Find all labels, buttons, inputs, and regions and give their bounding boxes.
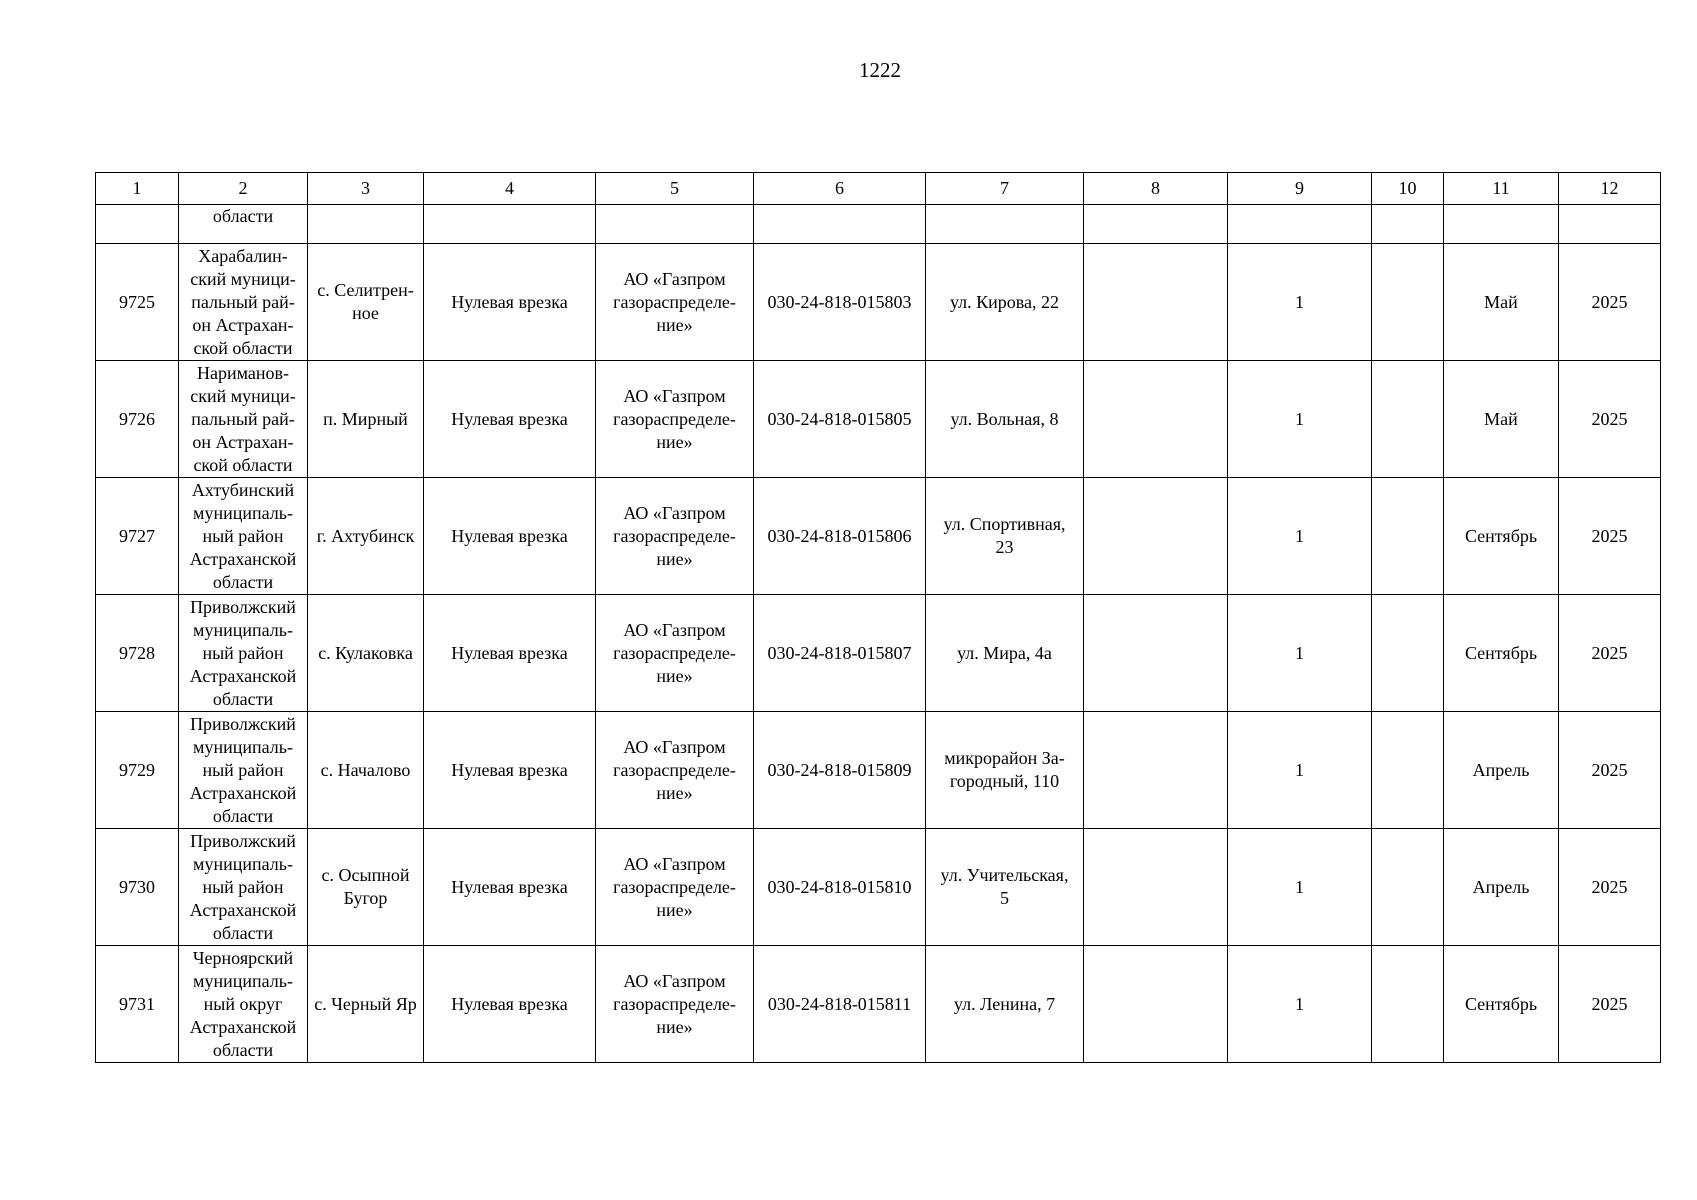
column-8-cell	[1084, 244, 1228, 361]
year-cell: 2025	[1559, 595, 1661, 712]
column-number-cell: 8	[1084, 173, 1228, 205]
column-number-cell: 11	[1444, 173, 1559, 205]
table-row	[96, 946, 1661, 1063]
column-10-cell	[1372, 595, 1444, 712]
quantity-cell: 1	[1228, 244, 1372, 361]
cell-empty	[1559, 205, 1661, 244]
district-cell: Ахтубинский муниципаль- ный район Астраханской области	[179, 478, 308, 595]
page-number: 1222	[859, 58, 901, 82]
row-number-cell: 9729	[96, 712, 179, 829]
settlement-cell: с. Осыпной Бугор	[308, 829, 424, 946]
organization-cell: АО «Газпром газораспределе- ние»	[596, 244, 754, 361]
work-type-cell: Нулевая врезка	[424, 478, 596, 595]
address-cell: ул. Спортивная, 23	[926, 478, 1084, 595]
month-cell: Май	[1444, 244, 1559, 361]
row-number-cell: 9728	[96, 595, 179, 712]
continuation-district-cell: области	[179, 205, 308, 244]
column-number-cell: 1	[96, 173, 179, 205]
work-type-cell: Нулевая врезка	[424, 829, 596, 946]
address-cell: ул. Ленина, 7	[926, 946, 1084, 1063]
table-row	[96, 595, 1661, 712]
settlement-cell: г. Ахтубинск	[308, 478, 424, 595]
address-cell: микрорайон За- городный, 110	[926, 712, 1084, 829]
settlement-cell: с. Кулаковка	[308, 595, 424, 712]
year-cell: 2025	[1559, 946, 1661, 1063]
table-row	[96, 361, 1661, 478]
cell-empty	[96, 205, 179, 244]
column-10-cell	[1372, 244, 1444, 361]
cell-empty	[596, 205, 754, 244]
district-cell: Приволжский муниципаль- ный район Астраханской области	[179, 829, 308, 946]
column-10-cell	[1372, 712, 1444, 829]
continuation-row	[96, 205, 1661, 244]
table-row	[96, 244, 1661, 361]
quantity-cell: 1	[1228, 595, 1372, 712]
address-cell: ул. Мира, 4а	[926, 595, 1084, 712]
column-10-cell	[1372, 829, 1444, 946]
address-cell: ул. Вольная, 8	[926, 361, 1084, 478]
column-number-cell: 9	[1228, 173, 1372, 205]
quantity-cell: 1	[1228, 712, 1372, 829]
year-cell: 2025	[1559, 829, 1661, 946]
settlement-cell: с. Черный Яр	[308, 946, 424, 1063]
object-code-cell: 030-24-818-015803	[754, 244, 926, 361]
column-number-cell: 7	[926, 173, 1084, 205]
cell-empty	[1444, 205, 1559, 244]
work-type-cell: Нулевая врезка	[424, 595, 596, 712]
column-10-cell	[1372, 361, 1444, 478]
object-code-cell: 030-24-818-015810	[754, 829, 926, 946]
row-number-cell: 9727	[96, 478, 179, 595]
organization-cell: АО «Газпром газораспределе- ние»	[596, 478, 754, 595]
column-number-row	[96, 173, 1661, 205]
cell-empty	[424, 205, 596, 244]
work-type-cell: Нулевая врезка	[424, 712, 596, 829]
column-number-cell: 4	[424, 173, 596, 205]
district-cell: Черноярский муниципаль- ный округ Астраханской области	[179, 946, 308, 1063]
district-cell: Приволжский муниципаль- ный район Астраханской области	[179, 712, 308, 829]
column-number-cell: 3	[308, 173, 424, 205]
work-type-cell: Нулевая врезка	[424, 946, 596, 1063]
row-number-cell: 9730	[96, 829, 179, 946]
column-number-cell: 5	[596, 173, 754, 205]
cell-empty	[926, 205, 1084, 244]
column-number-cell: 2	[179, 173, 308, 205]
object-code-cell: 030-24-818-015805	[754, 361, 926, 478]
column-number-cell: 10	[1372, 173, 1444, 205]
organization-cell: АО «Газпром газораспределе- ние»	[596, 712, 754, 829]
quantity-cell: 1	[1228, 946, 1372, 1063]
address-cell: ул. Кирова, 22	[926, 244, 1084, 361]
year-cell: 2025	[1559, 478, 1661, 595]
column-8-cell	[1084, 712, 1228, 829]
cell-empty	[1228, 205, 1372, 244]
column-number-cell: 6	[754, 173, 926, 205]
registry-table	[95, 172, 1661, 1063]
row-number-cell: 9726	[96, 361, 179, 478]
organization-cell: АО «Газпром газораспределе- ние»	[596, 595, 754, 712]
district-cell: Нариманов- ский муници- пальный рай- он Астрахан- ской области	[179, 361, 308, 478]
organization-cell: АО «Газпром газораспределе- ние»	[596, 946, 754, 1063]
district-cell: Харабалин- ский муници- пальный рай- он Астрахан- ской области	[179, 244, 308, 361]
work-type-cell: Нулевая врезка	[424, 244, 596, 361]
table-row	[96, 829, 1661, 946]
column-8-cell	[1084, 946, 1228, 1063]
column-10-cell	[1372, 478, 1444, 595]
row-number-cell: 9731	[96, 946, 179, 1063]
month-cell: Апрель	[1444, 829, 1559, 946]
organization-cell: АО «Газпром газораспределе- ние»	[596, 829, 754, 946]
settlement-cell: с. Началово	[308, 712, 424, 829]
year-cell: 2025	[1559, 361, 1661, 478]
column-number-cell: 12	[1559, 173, 1661, 205]
month-cell: Сентябрь	[1444, 478, 1559, 595]
work-type-cell: Нулевая врезка	[424, 361, 596, 478]
cell-empty	[1372, 205, 1444, 244]
row-number-cell: 9725	[96, 244, 179, 361]
object-code-cell: 030-24-818-015807	[754, 595, 926, 712]
settlement-cell: с. Селитрен- ное	[308, 244, 424, 361]
quantity-cell: 1	[1228, 829, 1372, 946]
organization-cell: АО «Газпром газораспределе- ние»	[596, 361, 754, 478]
year-cell: 2025	[1559, 712, 1661, 829]
month-cell: Май	[1444, 361, 1559, 478]
object-code-cell: 030-24-818-015809	[754, 712, 926, 829]
month-cell: Сентябрь	[1444, 946, 1559, 1063]
column-8-cell	[1084, 829, 1228, 946]
month-cell: Апрель	[1444, 712, 1559, 829]
cell-empty	[308, 205, 424, 244]
column-8-cell	[1084, 361, 1228, 478]
column-8-cell	[1084, 595, 1228, 712]
column-10-cell	[1372, 946, 1444, 1063]
month-cell: Сентябрь	[1444, 595, 1559, 712]
cell-empty	[754, 205, 926, 244]
quantity-cell: 1	[1228, 361, 1372, 478]
object-code-cell: 030-24-818-015811	[754, 946, 926, 1063]
table-row	[96, 478, 1661, 595]
year-cell: 2025	[1559, 244, 1661, 361]
cell-empty	[1084, 205, 1228, 244]
object-code-cell: 030-24-818-015806	[754, 478, 926, 595]
settlement-cell: п. Мирный	[308, 361, 424, 478]
table-row	[96, 712, 1661, 829]
address-cell: ул. Учительская, 5	[926, 829, 1084, 946]
quantity-cell: 1	[1228, 478, 1372, 595]
district-cell: Приволжский муниципаль- ный район Астраханской области	[179, 595, 308, 712]
column-8-cell	[1084, 478, 1228, 595]
